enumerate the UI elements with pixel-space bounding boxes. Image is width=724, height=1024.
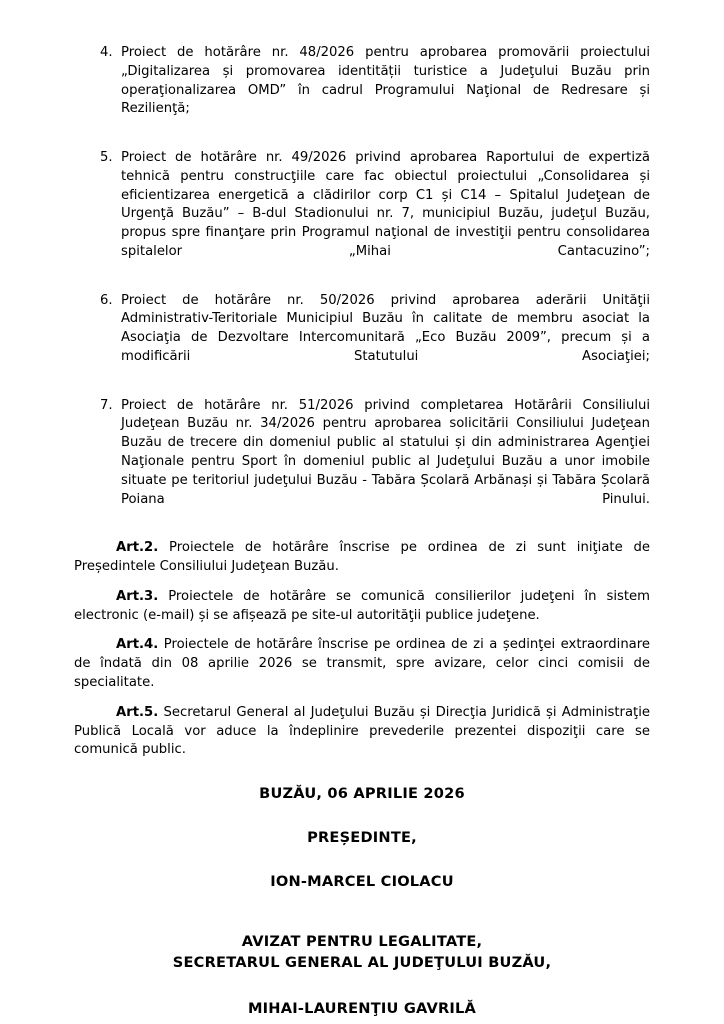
agenda-item-text: Proiect de hotărâre nr. 50/2026 privind aprobarea aderării Unităţii Administrativ-Teritoriale Municipiul Buzău în calitate de membru asociat la Asociaţia de Dezvoltare Intercomunitară „Eco Buzău 2009”, precum și a modificării Statutului Asociaţiei; [121,292,650,364]
agenda-item-number: 7. [100,397,113,413]
article-paragraph [74,539,650,577]
agenda-item-list [74,44,650,528]
secretary-general-title: SECRETARUL GENERAL AL JUDEŢULUI BUZĂU, [172,954,552,972]
agenda-item-text: Proiect de hotărâre nr. 48/2026 pentru aprobarea promovării proiectului „Digitalizarea și promovarea identității turistice a Judeţului Buzău prin operaţionalizarea OMD” în cadrul Programului Naţional de Redresare și Rezilienţă; [121,45,650,117]
place-and-date: BUZĂU, 06 APRILIE 2026 [259,785,465,803]
agenda-item-text: Proiect de hotărâre nr. 49/2026 privind aprobarea Raportului de expertiză tehnică pentru construcţiile care fac obiectul proiectului „Consolidarea și eficientizarea energetică a clădirilor corp C1 și C14 – Spitalul Judeţean de Urgenţă Buzău” – B-dul Stadionului nr. 7, municipiul Buzău, judeţul Buzău, propus spre finanţare prin Programul naţional de investiţii pentru consolidarea spitalelor „Mihai Cantacuzino”; [121,149,650,259]
agenda-item-number: 4. [100,45,113,60]
article-label: Art.5. [116,704,159,720]
article-paragraph [74,704,650,760]
agenda-item [74,149,650,281]
article-text: Secretarul General al Judeţului Buzău și Direcţia Juridică și Administraţie Publică Locală vor aduce la îndeplinire prevederile prezentei dispoziţii care se comunică public. [74,704,650,758]
president-name: ION-MARCEL CIOLACU [270,873,454,891]
president-title: PREȘEDINTE, [307,829,417,847]
article-label: Art.3. [116,588,159,604]
article-label: Art.4. [116,637,159,653]
article-text: Proiectele de hotărâre se comunică consilierilor judeţeni în sistem electronic (e-mail) și se afișează pe site-ul autorităţii publice judeţene. [74,588,650,623]
agenda-item [74,44,650,138]
agenda-item-text: Proiect de hotărâre nr. 51/2026 privind completarea Hotărârii Consiliului Judeţean Buzău nr. 34/2026 pentru aprobarea solicitării Consiliului Judeţean Buzău de trecere din domeniul public al statului și din administrarea Agenţiei Naţionale pentru Sport în domeniul public al Judeţului Buzău a unor imobile situate pe teritoriul judeţului Buzău - Tabăra Școlară Arbănași și Tabăra Școlară Poiana Pinului. [121,397,650,507]
article-text: Proiectele de hotărâre înscrise pe ordinea de zi a ședinţei extraordinare de îndată din 08 aprilie 2026 se transmit, spre avizare, celor cinci comisii de specialitate. [74,637,650,690]
article-label: Art.2. [116,540,159,556]
signature-block [74,784,650,1019]
agenda-item-number: 5. [100,149,113,165]
agenda-item-number: 6. [100,292,113,308]
legality-approval-line: AVIZAT PENTRU LEGALITATE, [241,933,483,951]
agenda-item [74,292,650,386]
agenda-item [74,397,650,529]
secretary-general-name: MIHAI-LAURENŢIU GAVRILĂ [247,1000,477,1018]
article-text: Proiectele de hotărâre înscrise pe ordinea de zi sunt iniţiate de Președintele Consiliului Judeţean Buzău. [74,540,650,574]
article-paragraph [74,636,650,692]
article-paragraph [74,588,650,626]
